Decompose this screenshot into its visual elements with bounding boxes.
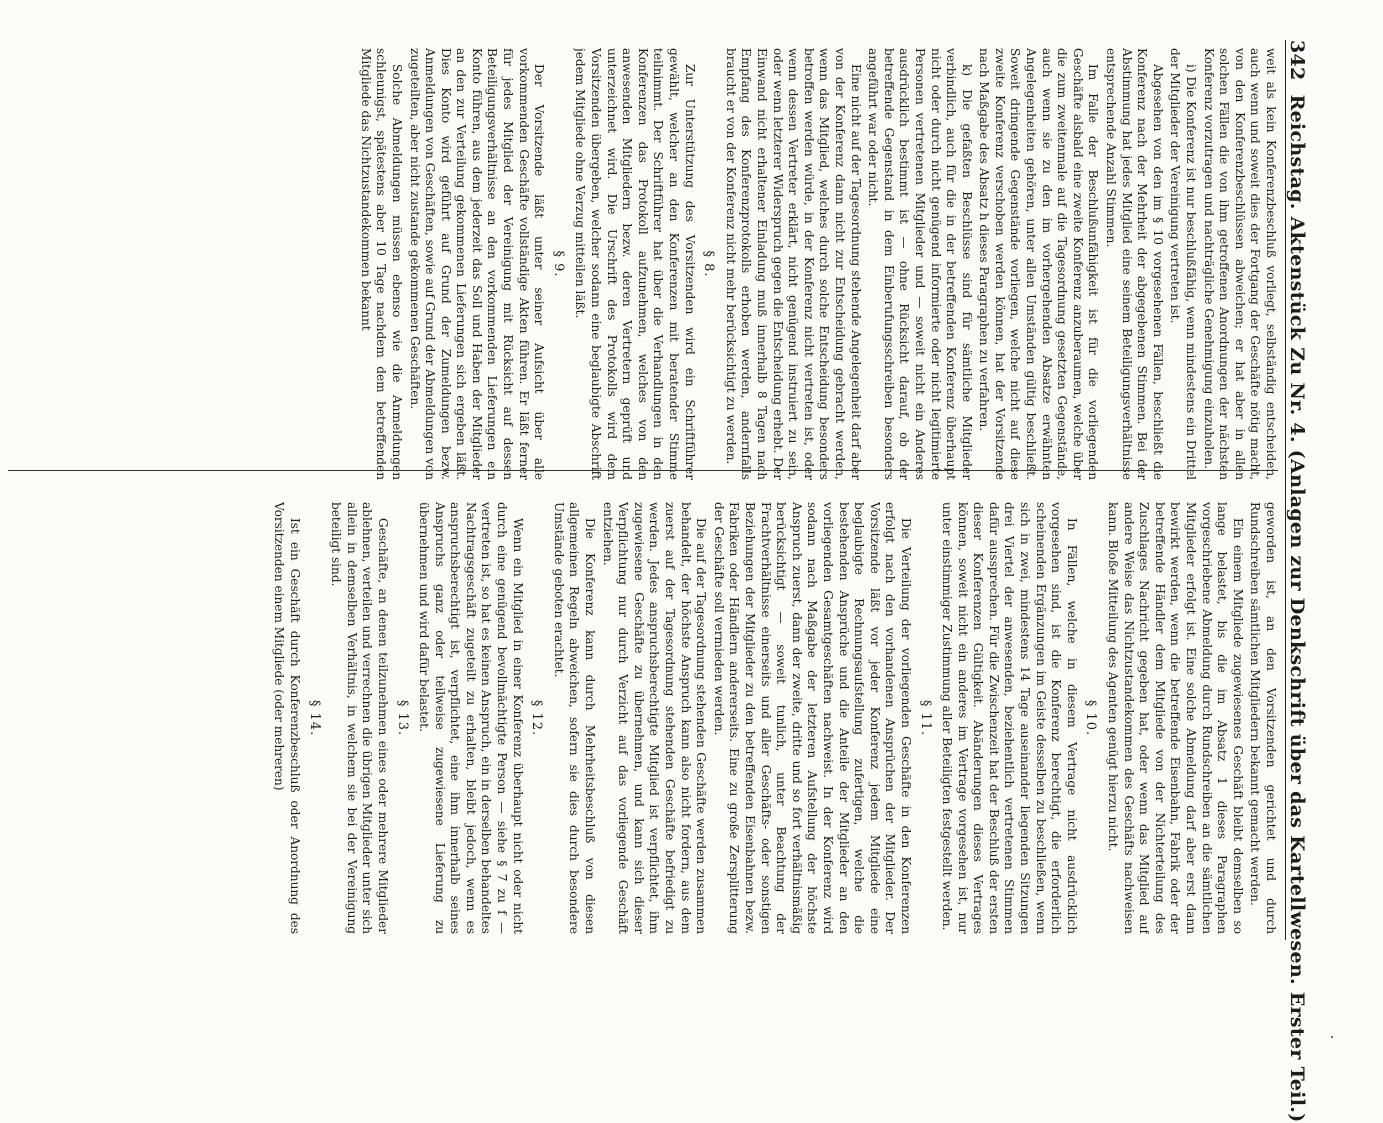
paragraph: Die auf der Tagesordnung stehenden Geschäfte werden zusammen behandelt, der höchste Anspruch kann also nicht fordern, aus dem zuerst auf der Tagesordnung stehenden Geschäfte befriedigt zu werden. Jedes anspruchsberechtigte Mitglied ist verpflichtet, ihm zugewiesene Geschäfte zu übernehmen, und kann sich dieser Verpflichtung nur durch Verzicht auf das vorliegende Geschäft entziehen. bbox=[600, 502, 709, 934]
paragraph: i) Die Konferenz ist nur beschlußfähig, wenn mindestens ein Drittel der Mitglieder der Vereinigung vertreten ist. bbox=[1168, 48, 1199, 480]
paragraph: Die Verteilung der vorliegenden Geschäfte in den Konferenzen erfolgt nach den vorhandenen Ansprüchen der Mitglieder. Der Vorsitzende läßt vor jeder Konferenz jedem Mitgliede eine beglaubigte Rechnungsaufstellung zufertigen, welche die bestehenden Ansprüche und die Anteile der Mitglieder an den vorliegenden Gesamtgeschäften nachweist. In der Konferenz wird sodann nach Maßgabe der letzteren Aufstellung der höchste Anspruch zuerst, dann der zweite, dritte und so fort verhältnismäßig berücksichtigt — soweit tunlich, unter Beachtung der Frachtverhältnisse einerseits und aller Geschäfts- oder sonstigen Beziehungen der Mitglieder zu den betreffenden Eisenbahnen bezw. Fabriken oder Händlern andererseits. Eine zu große Zersplitterung der Geschäfte soll vermieden werden. bbox=[711, 502, 913, 934]
right-column bbox=[8, 502, 1278, 934]
left-column bbox=[8, 48, 1278, 480]
paragraph: Ist ein Geschäft durch Konferenzbeschluß oder Anordnung des Vorsitzenden einem Mitgliede (oder mehreren) bbox=[272, 502, 302, 934]
paragraph: Abgesehen von den im § 10 vorgesehenen Fällen, beschließt die Konferenz nach der Mehrheit der abgegebenen Stimmen. Bei der Abstimmung hat jedes Mitglied eine seinem Beteiligungsverhältnisse entsprechende Anzahl Stimmen. bbox=[1104, 48, 1165, 480]
paragraph: Zur Unterstützung des Vorsitzenden wird ein Schriftführer gewählt, welcher an den Konferenzen mit beratender Stimme teilnimmt. Der Schriftführer hat über die Verhandlungen in den Konferenzen das Protokoll aufzunehmen, welches von den anwesenden Mitgliedern bezw. deren Vertretern geprüft und unterzeichnet wird. Die Urschrift des Protokolls wird dem Vorsitzenden übergeben, welcher sodann eine beglaubigte Abschrift jedem Mitgliede ohne Verzug mitteilen läßt. bbox=[573, 48, 697, 480]
paragraph: Die Konferenz kann durch Mehrheitsbeschluß von diesen allgemeinen Regeln abweichen, sofern sie dies durch besondere Umstände geboten erachtet. bbox=[551, 502, 598, 934]
paragraph: weit als kein Konferenzbeschluß vorliegt, selbständig entscheiden, auch wenn und soweit dies der Fortgang der Geschäfte nötig macht, von den Konferenzbeschlüssen abweichen; er hat aber in allen solchen Fällen die von ihm getroffenen Anordnungen der nächsten Konferenz vorzutragen und nachträgliche Genehmigung einzuholen. bbox=[1201, 48, 1278, 480]
paragraph: Solche Abmeldungen müssen ebenso wie die Anmeldungen schleunigst, spätestens aber 10 Tage nachdem dem betreffenden Mitgliede das Nichtzustandekommen bekannt bbox=[358, 48, 404, 480]
section-heading: § 10. bbox=[1083, 699, 1099, 737]
page-number: 342 bbox=[1286, 40, 1308, 81]
page-title: Reichstag. Aktenstück Zu Nr. 4. (Anlagen zur Denkschrift über das Kartellwesen. Erster Teil.) bbox=[1286, 94, 1308, 1123]
section-heading: § 12. bbox=[529, 699, 545, 737]
section-heading: § 13. bbox=[394, 699, 410, 737]
paragraph: Geschäfte, an denen teilzunehmen eines oder mehrere Mitglieder ablehnen, verteilen und verrechnen die übrigen Mitglieder unter sich allein in demselben Verhältnis, in welchem sie bei der Vereinigung beteiligt sind. bbox=[329, 502, 390, 934]
paragraph: geworden ist, an den Vorsitzenden gerichtet und durch Rundschreiben sämtlichen Mitgliedern bekannt gemacht werden. bbox=[1248, 502, 1278, 934]
paragraph: In Fällen, welche in diesem Vertrage nicht ausdrücklich vorgesehen sind, ist die Konferenz berechtigt, die erforderlich scheinenden Ergänzungen im Geiste desselben zu beschließen, wenn sich in zwei, mindestens 14 Tage auseinander liegenden Sitzungen drei Viertel der anwesenden, beziehentlich vertretenen Stimmen dafür aussprechen. Für die Zwischenzeit hat der Beschluß der ersten dieser Konferenzen Gültigkeit. Abänderungen dieses Vertrages können, soweit nicht ein anderes im Vertrage vorgesehen ist, nur unter einstimmiger Zustimmung aller Beteiligten festgestellt werden. bbox=[940, 502, 1079, 934]
section-heading: § 9. bbox=[550, 250, 566, 278]
section-heading: § 8. bbox=[701, 250, 717, 278]
paragraph: k) Die gefaßten Beschlüsse sind für sämtliche Mitglieder verbindlich, auch für die in der betreffenden Konferenz überhaupt nicht oder durch nicht genügend informierte oder nicht legitimierte Personen vertretenen Mitglieder und — soweit nicht ein Anderes ausdrücklich bestimmt ist — ohne Rücksicht darauf, ob der betreffende Gegenstand in dem Einberufungsschreiben besonders angeführt war oder nicht. bbox=[866, 48, 974, 480]
speck bbox=[1331, 1036, 1333, 1038]
paragraph: Wenn ein Mitglied in einer Konferenz überhaupt nicht oder nicht durch eine genügend bevollmächtigte Person — siehe § 7 zu f — vertreten ist, so hat es keinen Anspruch, ein in derselben behandeltes Nachtragsgeschäft zugeteilt zu erhalten, bleibt jedoch, wenn es anspruchsberechtigt ist, verpflichtet, eine ihm innerhalb seines Anspruchs ganz oder teilweise zugewiesene Lieferung zu übernehmen und wird dafür belastet. bbox=[417, 502, 525, 934]
section-heading: § 11. bbox=[917, 699, 933, 737]
column-divider bbox=[8, 470, 1278, 471]
paragraph: Im Falle der Beschlußunfähigkeit ist für die vorliegenden Geschäfte alsbald eine zweite Konferenz anzuberaumen, welche über die zum zweitenmale auf die Tagesordnung gesetzten Gegenstände, auch wenn sie zu den im vorhergehenden Absatze erwähnten Angelegenheiten gehören, unter allen Umständen gültig beschließt. Soweit dringende Gegenstände vorliegen, welche nicht auf diese zweite Konferenz verschoben werden können, hat der Vorsitzende nach Maßgabe des Absatz h dieses Paragraphen zu verfahren. bbox=[977, 48, 1101, 480]
section-heading: § 14. bbox=[306, 699, 322, 737]
paragraph: Ein einem Mitgliede zugewiesenes Geschäft bleibt demselben so lange belastet, bis die im Absatz 1 dieses Paragraphen vorgeschriebene Abmeldung durch Rundschreiben an die sämtlichen Mitglieder erfolgt ist. Eine solche Abmeldung darf aber erst dann bewirkt werden, wenn die betreffende Eisenbahn, Fabrik oder der betreffende Händler dem Mitgliede von der Nichterteilung des Zuschlages Nachricht gegeben hat, oder wenn das Mitglied auf andere Weise das Nichtzustandekommen des Geschäfts nachweisen kann. Bloße Mitteilung des Agenten genügt hierzu nicht. bbox=[1106, 502, 1245, 934]
paragraph: Eine nicht auf der Tagesordnung stehende Angelegenheit darf aber von der Konferenz dann nicht zur Entscheidung gebracht werden, wenn das Mitglied, welches durch solche Entscheidung besonders betroffen werden würde, in der Konferenz nicht vertreten ist, oder wenn dessen Vertreter erklärt, nicht genügend instruiert zu sein, oder wenn letzterer Widerspruch gegen die Entscheidung erhebt. Der Einwand nicht erhaltener Einladung muß innerhalb 8 Tagen nach Empfang des Konferenzprotokolls erhoben werden, andernfalls braucht er von der Konferenz nicht mehr berücksichtigt zu werden. bbox=[723, 48, 863, 480]
paragraph: Der Vorsitzende läßt unter seiner Aufsicht über alle vorkommenden Geschäfte vollständige Akten führen. Er läßt ferner für jedes Mitglied der Vereinigung mit Rücksicht auf dessen Beteiligungsverhältnisse an den vorkommenden Lieferungen ein Konto führen, aus dem jederzeit das Soll und Haben der Mitglieder an den zur Verteilung gekommenen Lieferungen sich ergeben läßt. Dies Konto wird geführt auf Grund der Zumeldungen bezw. Anmeldungen von Geschäften, sowie auf Grund der Abmeldungen von zugeteilten, aber nicht zustande gekommenen Geschäften. bbox=[407, 48, 547, 480]
page-header bbox=[1285, 40, 1318, 1123]
